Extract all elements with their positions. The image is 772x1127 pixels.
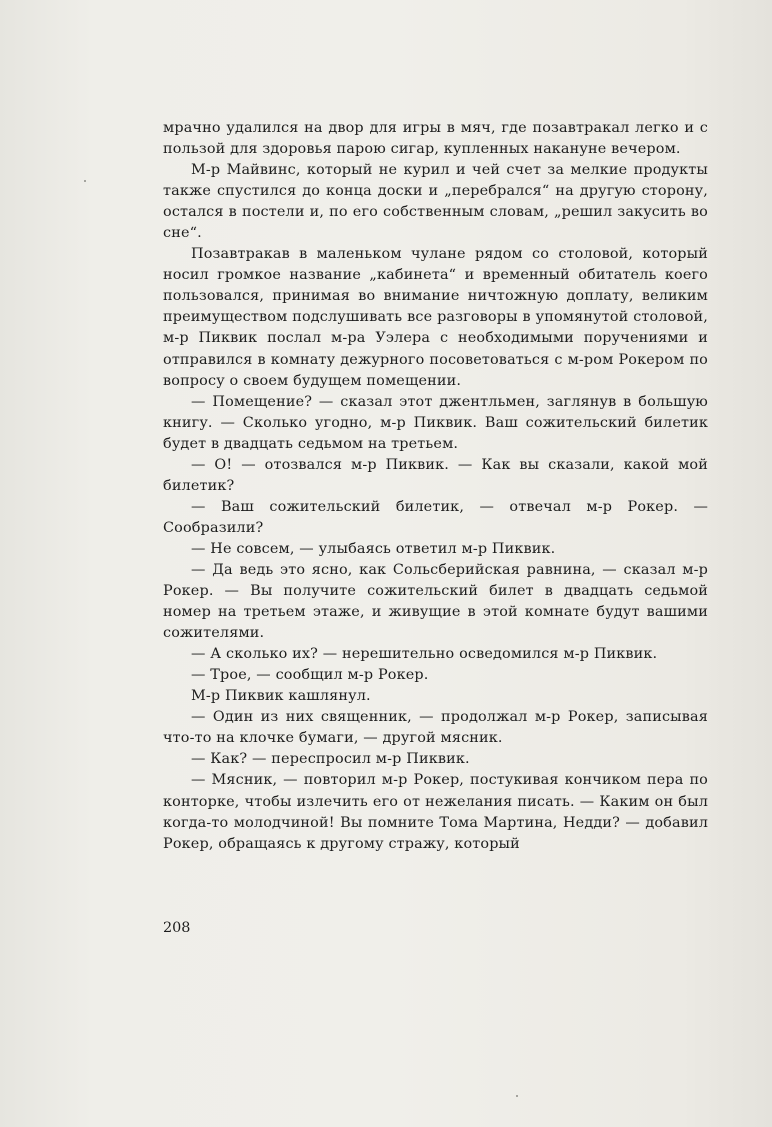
paragraph-12: — Один из них священник, — продолжал м-р Рокер, записывая что-то на клочке бумаги, — другой мясник. xyxy=(163,709,708,747)
paragraph-11: М-р Пиквик кашлянул. xyxy=(191,688,371,705)
paragraph-14: — Мясник, — повторил м-р Рокер, постукивая кончиком пера по конторке, чтобы излечить его от нежелания писать. — Каким он был когда-то молодчиной! Вы помните Тома Мартина, Недди? — добавил Рокер, обращаясь к другому стражу, который xyxy=(163,772,708,852)
paragraph-8: — Да ведь это ясно, как Сольсберийская равнина, — сказал м-р Рокер. — Вы получите сожительский билет в двадцать седьмой номер на третьем этаже, и живущие в этой комнате будут вашими сожителями. xyxy=(163,561,708,642)
paper-speck xyxy=(516,1095,518,1097)
paragraph-6: — Ваш сожительский билетик, — отвечал м-р Рокер. — Сообразили? xyxy=(163,498,708,536)
paragraph-4: — Помещение? — сказал этот джентльмен, заглянув в большую книгу. — Сколько угодно, м-р Пиквик. Ваш сожительский билетик будет в двадцать седьмом на третьем. xyxy=(163,393,708,452)
page-text xyxy=(163,118,708,855)
paper-speck xyxy=(84,180,86,182)
paragraph-10: — Трое, — сообщил м-р Рокер. xyxy=(191,667,429,684)
paragraph-7: — Не совсем, — улыбаясь ответил м-р Пиквик. xyxy=(191,540,556,557)
paragraph-2: М-р Майвинс, который не курил и чей счет за мелкие продукты также спустился до конца доски и „перебрался“ на другую сторону, остался в постели и, по его собственным словам, „решил закусить во сне“. xyxy=(163,162,708,242)
paragraph-9: — А сколько их? — нерешительно осведомился м-р Пиквик. xyxy=(191,646,658,663)
page-number: 208 xyxy=(163,920,191,936)
paragraph-5: — О! — отозвался м-р Пиквик. — Как вы сказали, какой мой билетик? xyxy=(163,456,708,494)
paragraph-3: Позавтракав в маленьком чулане рядом со столовой, который носил громкое название „кабинета“ и временный обитатель коего пользовался, принимая во внимание ничтожную доплату, великим преимуществом подслушивать все разговоры в упомянутой столовой, м-р Пиквик послал м-ра Уэлера с необходимыми поручениями и отправился в комнату дежурного посоветоваться с м-ром Рокером по вопросу о своем будущем помещении. xyxy=(163,246,708,389)
paragraph-1: мрачно удалился на двор для игры в мяч, где позавтракал легко и с пользой для здоровья парою сигар, купленных накануне вечером. xyxy=(163,120,708,158)
paragraph-13: — Как? — переспросил м-р Пиквик. xyxy=(191,751,470,768)
